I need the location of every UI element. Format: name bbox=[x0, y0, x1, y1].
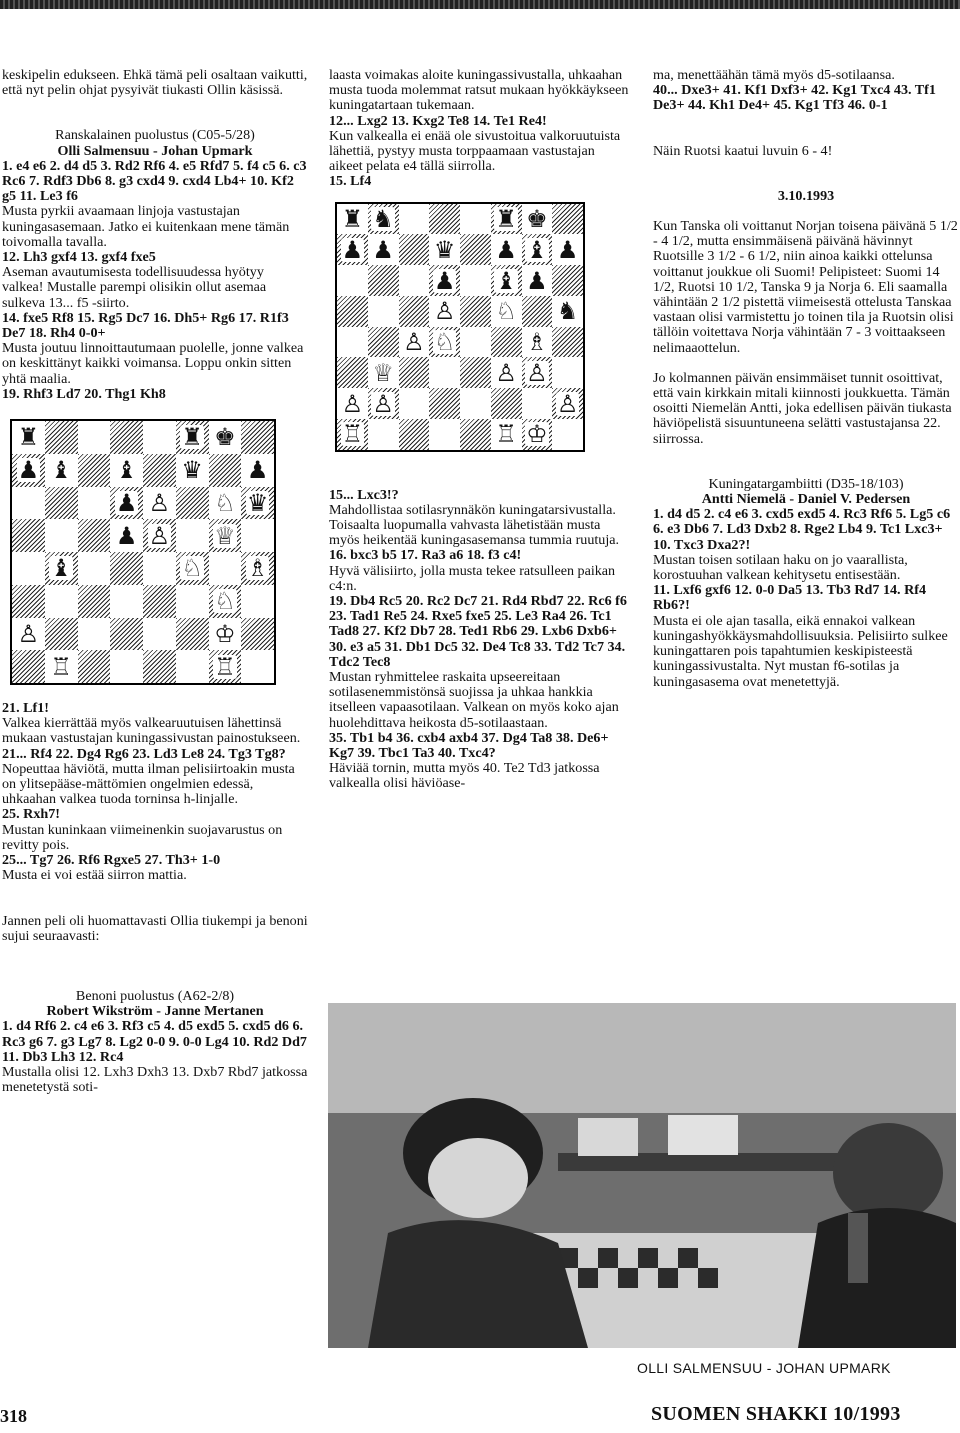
black-pawn-icon: ♟ bbox=[115, 521, 138, 550]
board-square bbox=[12, 519, 45, 552]
match-result: Näin Ruotsi kaatui luvuin 6 - 4! bbox=[653, 142, 833, 159]
white-bishop-icon: ♗ bbox=[526, 328, 548, 356]
board-square bbox=[399, 388, 430, 419]
photo-caption: OLLI SALMENSUU - JOHAN UPMARK bbox=[637, 1360, 891, 1376]
board-square bbox=[110, 650, 143, 683]
white-knight-icon: ♘ bbox=[181, 554, 203, 583]
board-square bbox=[78, 585, 111, 618]
board-square bbox=[522, 296, 553, 327]
game3-players: Antti Niemelä - Daniel V. Pedersen bbox=[701, 491, 911, 508]
board-square bbox=[552, 357, 583, 388]
board-square bbox=[241, 454, 274, 487]
board-square bbox=[429, 265, 460, 296]
white-queen-icon: ♕ bbox=[372, 358, 394, 387]
board-square bbox=[143, 454, 176, 487]
magazine-title: SUOMEN SHAKKI 10/1993 bbox=[651, 1403, 901, 1425]
white-king-icon: ♔ bbox=[526, 420, 548, 449]
white-knight-icon: ♘ bbox=[214, 488, 236, 517]
board-square bbox=[491, 265, 522, 296]
col2-moves-4: 16. bxc3 b5 17. Ra3 a6 18. f3 c4! bbox=[329, 547, 522, 564]
col2-note-5: Häviää tornin, mutta myös 40. Te2 Td3 jatkossa valkealla olisi häviöase- bbox=[329, 760, 600, 792]
board-square bbox=[12, 421, 45, 454]
black-king-icon: ♚ bbox=[526, 205, 548, 233]
board-square bbox=[552, 296, 583, 327]
board-square bbox=[78, 487, 111, 520]
white-pawn-icon: ♙ bbox=[341, 389, 364, 418]
board-square bbox=[241, 650, 274, 683]
black-queen-icon: ♛ bbox=[433, 235, 456, 264]
board-square bbox=[337, 327, 368, 358]
black-bishop-icon: ♝ bbox=[526, 235, 548, 264]
board-square bbox=[491, 296, 522, 327]
board-square bbox=[399, 357, 430, 388]
game1-moves-8: 25... Tg7 26. Rf6 Rgxe5 27. Th3+ 1-0 bbox=[2, 852, 221, 869]
board-square bbox=[368, 357, 399, 388]
black-knight-icon: ♞ bbox=[556, 297, 579, 326]
board-square bbox=[209, 454, 242, 487]
game3-note-1: Mustan toisen sotilaan haku on jo vaarallista, korostuuhan valkean kehitysetu entisestään. bbox=[653, 551, 908, 584]
board-square bbox=[143, 487, 176, 520]
board-square bbox=[368, 419, 399, 450]
board-square bbox=[522, 388, 553, 419]
col2-moves-6: 35. Tb1 b4 36. cxb4 axb4 37. Dg4 Ta8 38. De6+ Kg7 39. Tbc1 Ta3 40. Txc4? bbox=[329, 729, 609, 762]
black-rook-icon: ♜ bbox=[17, 423, 40, 452]
board-square bbox=[399, 296, 430, 327]
board-square bbox=[491, 419, 522, 450]
board-square bbox=[12, 650, 45, 683]
game1-note-2: Aseman avautumisesta todellisuudessa hyötyy valkea! Mustalle parempi olisikin ollut asemaa sulkeva 13... f5 -siirto. bbox=[2, 264, 267, 311]
board-square bbox=[209, 487, 242, 520]
board-square bbox=[110, 618, 143, 651]
white-rook-icon: ♖ bbox=[50, 652, 72, 681]
board-square bbox=[491, 234, 522, 265]
board-square bbox=[552, 265, 583, 296]
col2-moves-3: 15... Lxc3!? bbox=[329, 486, 399, 503]
column-1 bbox=[2, 68, 308, 1095]
page-number: 318 bbox=[0, 1406, 27, 1426]
white-pawn-icon: ♙ bbox=[148, 488, 171, 517]
board-square bbox=[368, 265, 399, 296]
board-square bbox=[429, 204, 460, 235]
tournament-photo bbox=[328, 1003, 956, 1348]
black-rook-icon: ♜ bbox=[341, 205, 364, 233]
board-square bbox=[399, 265, 430, 296]
board-square bbox=[176, 454, 209, 487]
white-knight-icon: ♘ bbox=[495, 297, 517, 326]
board-square bbox=[209, 519, 242, 552]
intro-text: keskipelin edukseen. Ehkä tämä peli osaltaan vaikutti, että nyt pelin ohjat pysyivät tiukasti Ollin käsissä. bbox=[2, 67, 308, 99]
game1-note-6: Mustan kuninkaan viimeinenkin suojavarustus on revitty pois. bbox=[2, 821, 283, 853]
game2-players: Robert Wikström - Janne Mertanen bbox=[46, 1003, 264, 1020]
col3-para-2: Jo kolmannen päivän ensimmäiset tunnit osoittivat, että vain kirkkain mitali kiinnosti joukkuetta. Tämän osoitti Niemelän Antti, joka edellisen päivän tiukasta häviöpelistä sisuuntuneena selätti vastustajansa 22. siirrossa. bbox=[653, 369, 952, 447]
board-square bbox=[12, 618, 45, 651]
board-square bbox=[460, 419, 491, 450]
white-pawn-icon: ♙ bbox=[148, 521, 171, 550]
board-square bbox=[337, 388, 368, 419]
board-square bbox=[460, 234, 491, 265]
board-square bbox=[522, 204, 553, 235]
board-square bbox=[176, 585, 209, 618]
black-pawn-icon: ♟ bbox=[433, 266, 456, 295]
board-square bbox=[45, 650, 78, 683]
game1-players: Olli Salmensuu - Johan Upmark bbox=[57, 142, 253, 159]
board-square bbox=[176, 650, 209, 683]
board-square bbox=[241, 618, 274, 651]
board-square bbox=[552, 327, 583, 358]
board-square bbox=[552, 204, 583, 235]
white-knight-icon: ♘ bbox=[433, 328, 456, 356]
col2-text-1: laasta voimakas aloite kuningassivustalla, uhkaahan musta tuoda molemmat ratsut mukaan hyökkäykseen kuningatartaan tukemaan. bbox=[329, 67, 629, 114]
white-rook-icon: ♖ bbox=[214, 652, 236, 681]
board-square bbox=[429, 388, 460, 419]
board-square bbox=[552, 419, 583, 450]
board-square bbox=[460, 388, 491, 419]
col2-moves-2: 15. Lf4 bbox=[329, 173, 372, 190]
board-square bbox=[491, 204, 522, 235]
board-square bbox=[368, 204, 399, 235]
white-bishop-icon: ♗ bbox=[246, 554, 269, 583]
board-square bbox=[522, 419, 553, 450]
board-square bbox=[209, 585, 242, 618]
board-square bbox=[143, 421, 176, 454]
board-square bbox=[429, 357, 460, 388]
board-square bbox=[491, 388, 522, 419]
board-square bbox=[143, 519, 176, 552]
game3-moves-1: 1. d4 d5 2. c4 e6 3. cxd5 exd5 4. Rc3 Rf6 5. Lg5 c6 6. e3 Db6 7. Ld3 Dxb2 8. Rge2 Lb4 9. Tc1 Lxc3+ 10. Txc3 Dxa2?! bbox=[653, 506, 951, 553]
col2-note-4: Mustan ryhmittelee raskaita upseereitaan sotilasenemmistönsä suojissa ja uhkaa hankkia itselleen vapaasotilaan. Valkean on myös koko ajan huolehdittava heikosta d5-sotilaastaan. bbox=[329, 669, 619, 731]
board-square bbox=[429, 419, 460, 450]
board-square bbox=[209, 650, 242, 683]
game3-opening: Kuningatargambiitti (D35-18/103) bbox=[708, 475, 904, 492]
black-pawn-icon: ♟ bbox=[115, 488, 138, 517]
black-pawn-icon: ♟ bbox=[556, 235, 579, 264]
board-square bbox=[460, 357, 491, 388]
board-square bbox=[337, 265, 368, 296]
board-square bbox=[110, 487, 143, 520]
column-2 bbox=[329, 68, 629, 792]
players-photo-image bbox=[328, 1003, 956, 1348]
board-square bbox=[368, 388, 399, 419]
black-bishop-icon: ♝ bbox=[50, 456, 72, 485]
chess-diagram-1 bbox=[10, 419, 276, 685]
board-square bbox=[552, 234, 583, 265]
board-square bbox=[45, 454, 78, 487]
col2-note-2: Mahdollistaa sotilasrynnäkön kuningatarsivustalla. Toisaalta luopumalla vahvasta lähetistään musta myös heikentää kuningasasemansa tummia ruutuja. bbox=[329, 501, 620, 549]
board-square bbox=[209, 552, 242, 585]
board-square bbox=[110, 585, 143, 618]
col3-text-1: ma, menettäähän tämä myös d5-sotilaansa. bbox=[653, 67, 895, 83]
board-square bbox=[460, 327, 491, 358]
board-square bbox=[45, 421, 78, 454]
game1-moves-2: 12. Lh3 gxf4 13. gxf4 fxe5 bbox=[2, 249, 156, 266]
board-square bbox=[429, 327, 460, 358]
board-square bbox=[12, 585, 45, 618]
board-square bbox=[78, 421, 111, 454]
game1-opening: Ranskalainen puolustus (C05-5/28) bbox=[55, 127, 255, 144]
board-square bbox=[522, 327, 553, 358]
white-pawn-icon: ♙ bbox=[495, 358, 517, 387]
col2-note-1: Kun valkealla ei enää ole sivustoitua valkoruutuista lähettiä, pystyy musta torppaamaan vastustajan aikeet pelata e4 tällä siirrolla. bbox=[329, 127, 621, 175]
board-square bbox=[522, 357, 553, 388]
black-knight-icon: ♞ bbox=[372, 205, 394, 233]
board-square bbox=[241, 585, 274, 618]
board-square bbox=[78, 650, 111, 683]
board-square bbox=[176, 421, 209, 454]
white-pawn-icon: ♙ bbox=[17, 619, 40, 648]
game3-note-2: Musta ei ole ajan tasalla, eikä ennakoi valkean kuningashyökkäysmahdollisuuksia. Pelisiirto sulkee kuningattaren pois tapahtumien keskipisteestä kuningassivustalta. Nyt mustan f6-sotilas ja kuningasasema ovat menetettyjä. bbox=[653, 612, 948, 690]
board-square bbox=[399, 419, 430, 450]
col2-moves-1: 12... Lxg2 13. Kxg2 Te8 14. Te1 Re4! bbox=[329, 112, 547, 129]
board-square bbox=[110, 454, 143, 487]
date-heading: 3.10.1993 bbox=[777, 187, 835, 204]
white-pawn-icon: ♙ bbox=[372, 389, 394, 418]
black-pawn-icon: ♟ bbox=[372, 235, 394, 264]
board-square bbox=[399, 234, 430, 265]
column-3 bbox=[653, 68, 959, 690]
board-square bbox=[460, 204, 491, 235]
board-square bbox=[399, 327, 430, 358]
game2-moves-1: 1. d4 Rf6 2. c4 e6 3. Rf3 c5 4. d5 exd5 5. cxd5 d6 6. Rc3 g6 7. g3 Lg7 8. Lg2 0-0 9. 0-0 Lg4 10. Rd2 Dd7 11. Db3 Lh3 12. Rc4 bbox=[2, 1018, 307, 1065]
col2-note-3: Hyvä välisiirto, jolla musta tekee ratsulleen paikan c4:n. bbox=[329, 562, 616, 594]
game1-note-4: Valkea kierrättää myös valkearuutuisen lähettinsä mukaan vastustajan kuningassivustan painostukseen. bbox=[2, 715, 301, 747]
board-square bbox=[337, 204, 368, 235]
board-square bbox=[241, 519, 274, 552]
board-square bbox=[176, 618, 209, 651]
board-square bbox=[209, 421, 242, 454]
white-king-icon: ♔ bbox=[214, 619, 236, 648]
game1-note-1: Musta pyrkii avaamaan linjoja vastustajan kuningasasemaan. Jatko ei kuitenkaan mene tämän toivomalla tavalla. bbox=[2, 203, 290, 250]
board-square bbox=[176, 487, 209, 520]
board-square bbox=[241, 552, 274, 585]
white-queen-icon: ♕ bbox=[214, 521, 236, 550]
board-square bbox=[78, 454, 111, 487]
board-square bbox=[110, 421, 143, 454]
black-pawn-icon: ♟ bbox=[495, 235, 517, 264]
benoni-intro: Jannen peli oli huomattavasti Ollia tiukempi ja benoni sujui seuraavasti: bbox=[2, 912, 308, 944]
board-square bbox=[552, 388, 583, 419]
board-square bbox=[491, 327, 522, 358]
board-square bbox=[12, 487, 45, 520]
black-pawn-icon: ♟ bbox=[17, 456, 40, 485]
game1-note-7: Musta ei voi estää siirron mattia. bbox=[2, 867, 187, 884]
white-knight-icon: ♘ bbox=[214, 587, 236, 616]
board-square bbox=[143, 552, 176, 585]
white-pawn-icon: ♙ bbox=[526, 358, 548, 387]
board-square bbox=[337, 234, 368, 265]
white-rook-icon: ♖ bbox=[341, 420, 364, 449]
board-square bbox=[460, 265, 491, 296]
black-queen-icon: ♛ bbox=[181, 456, 203, 485]
black-queen-icon: ♛ bbox=[246, 488, 269, 517]
board-square bbox=[45, 552, 78, 585]
board-square bbox=[176, 552, 209, 585]
black-pawn-icon: ♟ bbox=[246, 456, 269, 485]
board-square bbox=[143, 650, 176, 683]
black-king-icon: ♚ bbox=[214, 423, 236, 452]
board-square bbox=[522, 234, 553, 265]
board-square bbox=[12, 454, 45, 487]
white-rook-icon: ♖ bbox=[495, 420, 517, 449]
col3-para-1: Kun Tanska oli voittanut Norjan toisena päivänä 5 1/2 - 4 1/2, mutta ensimmäisenä päivänä hävinnyt Ruotsille 3 1/2 - 6 1/2, niin ainoa kaikki ottelunsa voittanut joukkue oli Suomi! Pelipisteet: Suomi 14 1/2, Ruotsi 10 1/2, Tanska 9 ja Norja 6. Eli saamalla vähintään 2 1/2 pistettä viimeisestä ottelusta Tanskaa vastaan olisi varmistettu jo toinen tila ja Ruotsin olisi tällöin voitettava Norja vähintään 7 - 3 voittaakseen nelimaaottelun. bbox=[653, 218, 958, 356]
game1-note-5: Nopeuttaa häviötä, mutta ilman pelisiirtoakin musta on ylitsepääse-mättömien ongelmien edessä, uhkaahan valkea tuoda torninsa h-linjalle. bbox=[2, 760, 295, 808]
game3-moves-2: 11. Lxf6 gxf6 12. 0-0 Da5 13. Tb3 Rd7 14. Rf4 Rb6?! bbox=[653, 582, 927, 614]
board-square bbox=[78, 618, 111, 651]
game1-note-3: Musta joutuu linnoittautumaan puolelle, jonne valkea on keskittänyt kaikki voimansa. Loppu onkin sitten yhtä maalia. bbox=[2, 340, 304, 387]
board-square bbox=[12, 552, 45, 585]
game1-moves-1: 1. e4 e6 2. d4 d5 3. Rd2 Rf6 4. e5 Rfd7 5. f4 c5 6. c3 Rc6 7. Rdf3 Db6 8. g3 cxd4 9. cxd4 Lb4+ 10. Kf2 g5 11. Le3 f6 bbox=[2, 157, 307, 205]
board-square bbox=[176, 519, 209, 552]
board-square bbox=[522, 265, 553, 296]
board-square bbox=[45, 618, 78, 651]
board-square bbox=[143, 585, 176, 618]
white-pawn-icon: ♙ bbox=[556, 389, 579, 418]
board-square bbox=[429, 296, 460, 327]
board-square bbox=[491, 357, 522, 388]
black-pawn-icon: ♟ bbox=[526, 266, 548, 295]
top-border bbox=[0, 0, 960, 9]
board-square bbox=[368, 296, 399, 327]
col3-moves-1: 40... Dxe3+ 41. Kf1 Dxf3+ 42. Kg1 Txc4 43. Tf1 De3+ 44. Kh1 De4+ 45. Kg1 Tf3 46. 0-1 bbox=[653, 82, 936, 114]
black-rook-icon: ♜ bbox=[495, 205, 517, 233]
board-square bbox=[337, 296, 368, 327]
board-square bbox=[368, 327, 399, 358]
board-square bbox=[337, 419, 368, 450]
board-square bbox=[399, 204, 430, 235]
black-rook-icon: ♜ bbox=[181, 423, 203, 452]
board-square bbox=[45, 519, 78, 552]
black-bishop-icon: ♝ bbox=[50, 554, 72, 583]
board-square bbox=[110, 552, 143, 585]
game1-moves-7: 25. Rxh7! bbox=[2, 806, 60, 823]
board-square bbox=[78, 552, 111, 585]
game1-moves-6: 21... Rf4 22. Dg4 Rg6 23. Ld3 Le8 24. Tg3 Tg8? bbox=[2, 745, 286, 762]
white-pawn-icon: ♙ bbox=[433, 297, 456, 326]
game1-moves-3: 14. fxe5 Rf8 15. Rg5 Dc7 16. Dh5+ Rg6 17. R1f3 De7 18. Rh4 0-0+ bbox=[2, 309, 289, 342]
game2-note-1: Mustalla olisi 12. Lxh3 Dxh3 13. Dxb7 Rbd7 jatkossa menetetystä soti- bbox=[2, 1063, 308, 1096]
board-square bbox=[45, 585, 78, 618]
board-square bbox=[429, 234, 460, 265]
board-square bbox=[460, 296, 491, 327]
board-square bbox=[241, 487, 274, 520]
board-square bbox=[45, 487, 78, 520]
board-square bbox=[209, 618, 242, 651]
game2-opening: Benoni puolustus (A62-2/8) bbox=[75, 987, 235, 1004]
board-square bbox=[143, 618, 176, 651]
black-bishop-icon: ♝ bbox=[495, 266, 517, 295]
board-square bbox=[78, 519, 111, 552]
black-bishop-icon: ♝ bbox=[115, 456, 138, 485]
col2-moves-5: 19. Db4 Rc5 20. Rc2 Dc7 21. Rd4 Rbd7 22. Rc6 f6 23. Tad1 Re5 24. Rxe5 fxe5 25. Le3 Ra4 26. Tc1 Tad8 27. Kf2 Db7 28. Ted1 Rb6 29. Lxb6 Dxb6+ 30. e3 a5 31. Db1 Dc5 32. De4 Tc8 33. Td2 Tc7 34. Tdc2 Tec8 bbox=[329, 593, 627, 670]
game1-moves-5: 21. Lf1! bbox=[2, 700, 49, 717]
white-pawn-icon: ♙ bbox=[403, 328, 425, 356]
black-pawn-icon: ♟ bbox=[341, 235, 364, 264]
board-square bbox=[337, 357, 368, 388]
chess-diagram-2 bbox=[335, 202, 585, 452]
board-square bbox=[241, 421, 274, 454]
game1-moves-4: 19. Rhf3 Ld7 20. Thg1 Kh8 bbox=[2, 385, 166, 402]
board-square bbox=[110, 519, 143, 552]
board-square bbox=[368, 234, 399, 265]
